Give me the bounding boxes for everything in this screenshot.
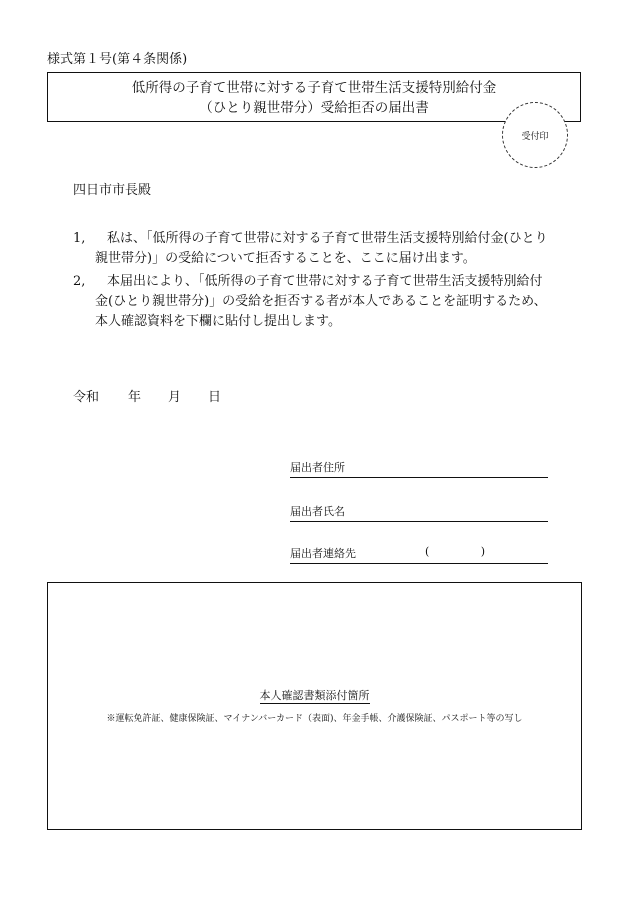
date-day: 日	[208, 390, 222, 405]
addressee: 四日市市長殿	[73, 183, 152, 198]
item-text: 本届出により、「低所得の子育て世帯に対する子育て世帯生活支援特別給付金(ひとり親世帯分)」の受給を拒否する者が本人であることを証明するため、本人確認資料を下欄に貼付し提出します。	[95, 274, 547, 329]
address-label: 届出者住所	[290, 461, 345, 474]
date-month: 月	[168, 390, 182, 405]
form-number: 様式第１号(第４条関係)	[47, 52, 188, 67]
document-title-line-2: （ひとり親世帯分）受給拒否の届出書	[199, 100, 429, 116]
contact-label: 届出者連絡先	[290, 547, 356, 560]
phone-parentheses	[425, 545, 485, 558]
address-field[interactable]	[290, 459, 548, 478]
declaration-item	[73, 272, 553, 332]
document-title-box	[47, 72, 581, 122]
declaration-items	[73, 229, 553, 335]
paren-open: (	[425, 545, 430, 558]
paren-close: )	[480, 545, 485, 558]
name-label: 届出者氏名	[290, 505, 345, 518]
id-attachment-area[interactable]	[47, 582, 582, 830]
date-line	[73, 386, 221, 405]
document-title-line-1: 低所得の子育て世帯に対する子育て世帯生活支援特別給付金	[131, 80, 497, 96]
date-era: 令和	[73, 390, 100, 405]
item-text: 私は、「低所得の子育て世帯に対する子育て世帯生活支援特別給付金(ひとり親世帯分)」の受給について拒否することを、ここに届け出ます。	[95, 231, 548, 266]
date-year: 年	[128, 390, 142, 405]
attachment-title: 本人確認書類添付箇所	[259, 689, 370, 702]
item-number: 1,	[73, 231, 86, 246]
contact-field[interactable]	[290, 545, 548, 564]
reception-stamp-label: 受付印	[521, 131, 549, 142]
declaration-item	[73, 229, 553, 269]
attachment-note: ※運転免許証、健康保険証、マイナンバーカード（表面)、年金手帳、介護保険証、パスポート等の写し	[106, 714, 523, 724]
item-number: 2,	[73, 274, 86, 289]
name-field[interactable]	[290, 503, 548, 522]
reception-stamp-circle	[502, 102, 568, 168]
